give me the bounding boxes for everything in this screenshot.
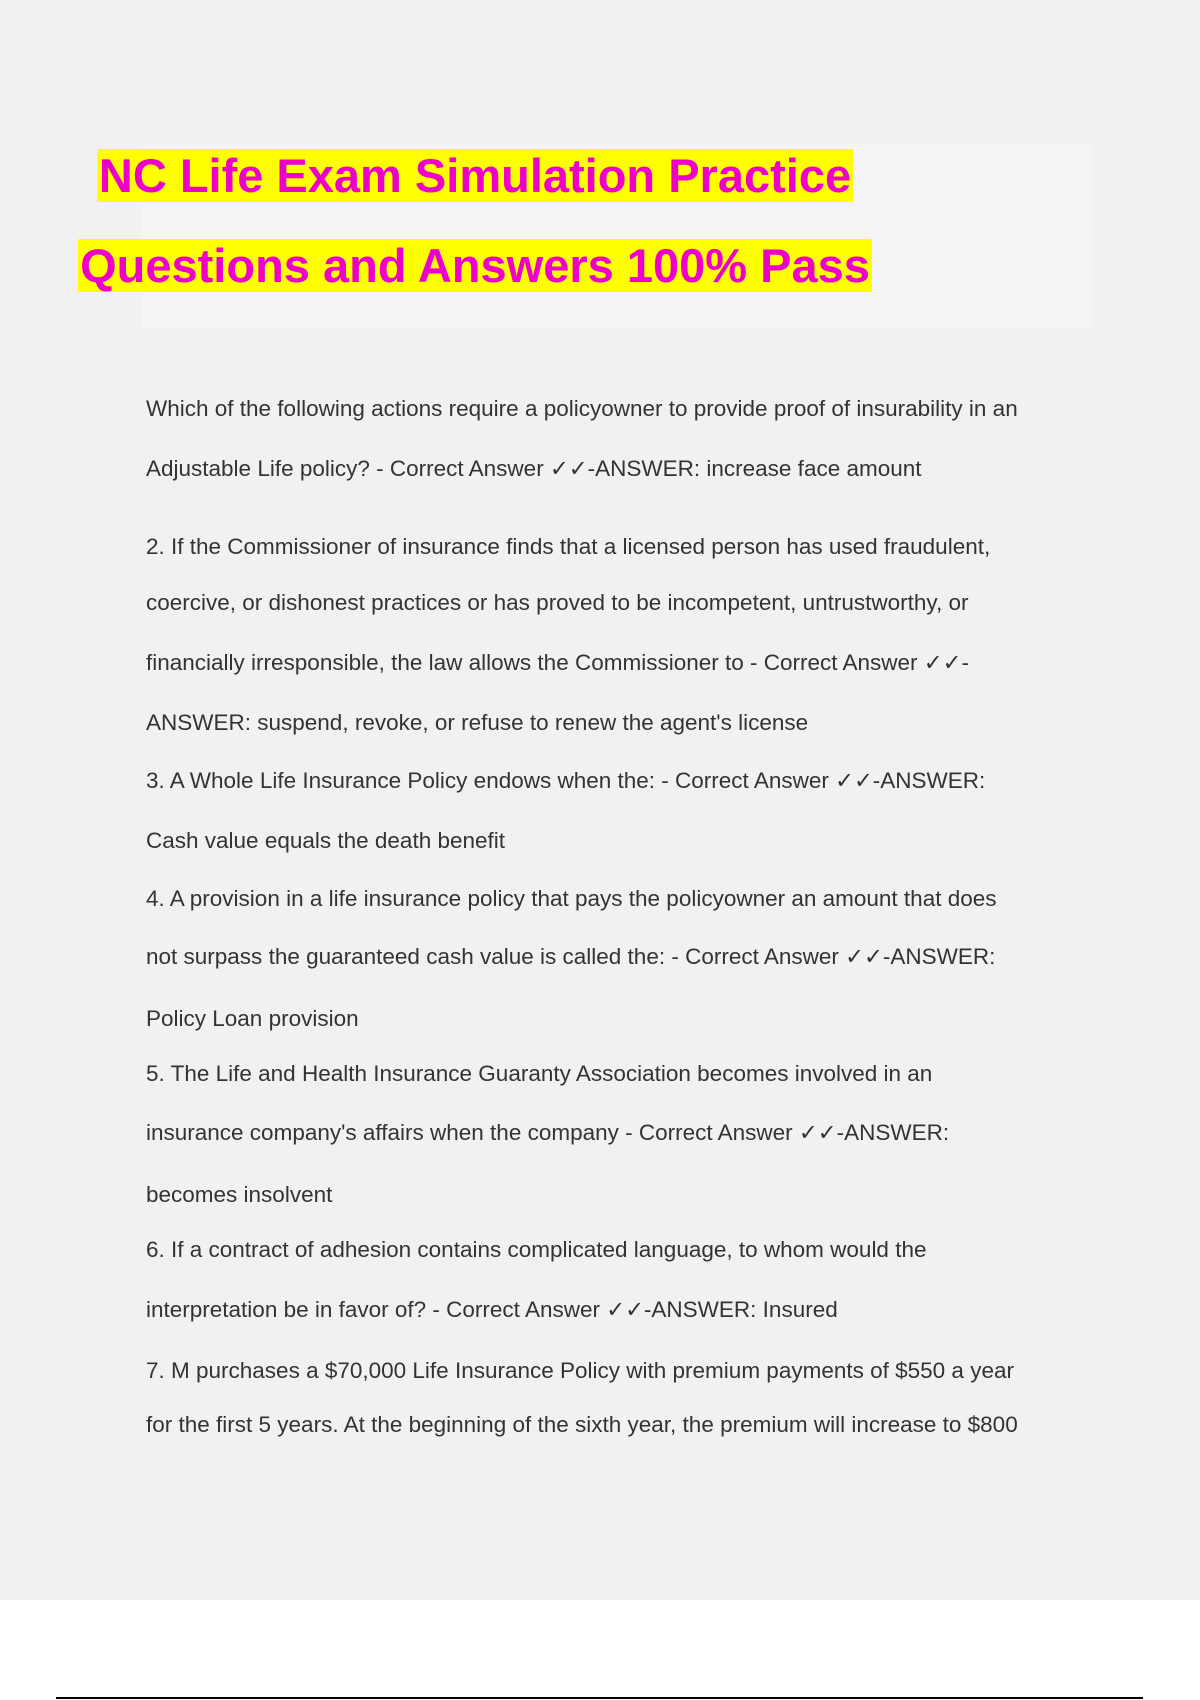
title-highlight-2: Questions and Answers 100% Pass — [80, 239, 870, 292]
qa-text-line: insurance company's affairs when the company - Correct Answer ✓✓-ANSWER: — [146, 1120, 950, 1145]
qa-text-line: becomes insolvent — [146, 1182, 333, 1207]
qa-text-line: 7. M purchases a $70,000 Life Insurance Policy with premium payments of $550 a year — [146, 1358, 1014, 1383]
qa-text-line: Cash value equals the death benefit — [146, 828, 506, 853]
qa-text-line: 4. A provision in a life insurance policy that pays the policyowner an amount that does — [146, 886, 997, 911]
qa-text-line: 3. A Whole Life Insurance Policy endows when the: - Correct Answer ✓✓-ANSWER: — [146, 768, 986, 793]
qa-text-line: coercive, or dishonest practices or has proved to be incompetent, untrustworthy, or — [146, 590, 969, 615]
footer-rule — [56, 1697, 1143, 1699]
title-highlight-1: NC Life Exam Simulation Practice — [98, 149, 852, 202]
qa-text-line: 5. The Life and Health Insurance Guaranty Association becomes involved in an — [146, 1061, 933, 1086]
qa-text-line: ANSWER: suspend, revoke, or refuse to renew the agent's license — [146, 710, 809, 735]
qa-text-line: 6. If a contract of adhesion contains complicated language, to whom would the — [146, 1237, 927, 1262]
qa-text-line: Which of the following actions require a policyowner to provide proof of insurability in an — [146, 396, 1018, 421]
qa-text-line: Adjustable Life policy? - Correct Answer ✓✓-ANSWER: increase face amount — [146, 456, 922, 481]
qa-text-line: 2. If the Commissioner of insurance finds that a licensed person has used fraudulent, — [146, 534, 991, 559]
qa-text-line: Policy Loan provision — [146, 1006, 359, 1031]
qa-text-line: interpretation be in favor of? - Correct Answer ✓✓-ANSWER: Insured — [146, 1297, 838, 1322]
qa-text-line: for the first 5 years. At the beginning of the sixth year, the premium will increase to $800 — [146, 1412, 1018, 1437]
qa-text-line: not surpass the guaranteed cash value is called the: - Correct Answer ✓✓-ANSWER: — [146, 944, 996, 969]
qa-text-line: financially irresponsible, the law allows the Commissioner to - Correct Answer ✓✓- — [146, 650, 969, 675]
document-title-line-2 — [0, 236, 950, 296]
document-title-line-1 — [0, 146, 950, 206]
